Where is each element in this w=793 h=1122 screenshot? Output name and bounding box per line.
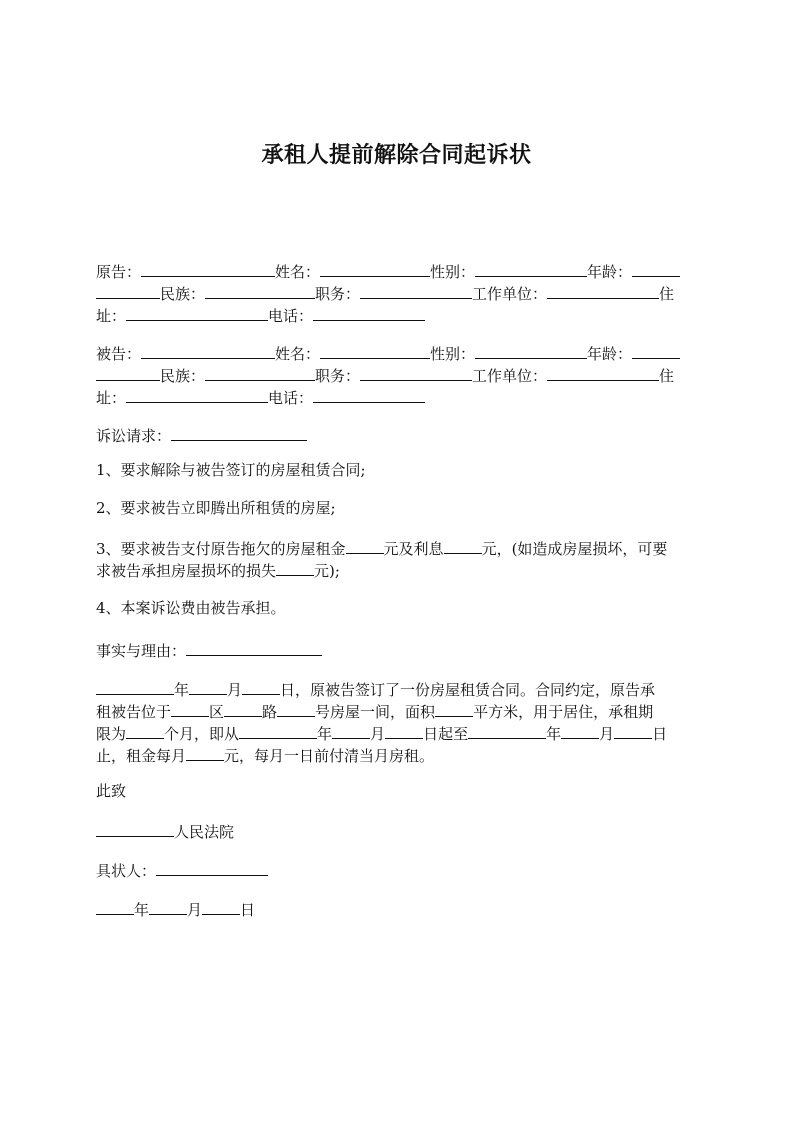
claim-item-3-text-c: 元，(如造成房屋损坏，可要 (481, 540, 668, 558)
signer-blank[interactable] (156, 859, 268, 876)
court-line (96, 820, 704, 842)
end-month-blank[interactable] (561, 722, 599, 739)
plaintiff-phone-blank[interactable] (313, 304, 425, 321)
claim-item-4 (96, 597, 704, 619)
interest-amount-blank[interactable] (444, 537, 482, 554)
defendant-workplace-label: 工作单位： (472, 367, 548, 385)
sign-year-blank[interactable] (96, 898, 134, 915)
facts-line-3-text-b: 个月，即从 (164, 725, 240, 743)
facts-start-month-text: 月 (370, 725, 386, 743)
court-name-blank[interactable] (96, 820, 174, 837)
plaintiff-position-label: 职务： (315, 285, 361, 303)
monthly-rent-blank[interactable] (186, 744, 224, 761)
claim-item-2 (96, 497, 704, 519)
claims-heading: 诉讼请求： (96, 427, 172, 445)
claim-item-4-text: 4、本案诉讼费由被告承担。 (96, 599, 286, 617)
plaintiff-name-label: 姓名： (275, 263, 321, 281)
contract-month-blank[interactable] (189, 678, 227, 695)
claim-item-3-text-e: 元); (314, 562, 340, 580)
plaintiff-address-label-1: 住 (659, 285, 675, 303)
facts-road-text: 路 (262, 703, 278, 721)
claim-item-3-text-a: 3、要求被告支付原告拖欠的房屋租金 (96, 540, 346, 558)
facts-start-year-text: 年 (317, 725, 333, 743)
claim-item-2-text: 2、要求被告立即腾出所租赁的房屋; (96, 499, 336, 517)
plaintiff-blank[interactable] (141, 260, 275, 277)
defendant-age-blank[interactable] (632, 342, 680, 359)
plaintiff-phone-label: 电话： (268, 307, 314, 325)
claim-item-3-line-1 (96, 537, 704, 559)
plaintiff-label: 原告： (96, 263, 142, 281)
signer-label: 具状人： (96, 862, 157, 880)
sign-year-text: 年 (134, 901, 150, 919)
road-blank[interactable] (224, 700, 262, 717)
defendant-ethnicity-label: 民族： (160, 367, 206, 385)
plaintiff-position-blank[interactable] (360, 282, 472, 299)
facts-heading: 事实与理由： (96, 642, 187, 660)
defendant-workplace-blank[interactable] (547, 364, 659, 381)
defendant-gender-label: 性别： (430, 345, 476, 363)
facts-line-3-text-a: 限为 (96, 725, 127, 743)
district-blank[interactable] (171, 700, 209, 717)
plaintiff-workplace-blank[interactable] (547, 282, 659, 299)
plaintiff-age-label: 年龄： (587, 263, 633, 281)
plaintiff-address-blank[interactable] (126, 304, 268, 321)
start-year-blank[interactable] (239, 722, 317, 739)
facts-district-text: 区 (209, 703, 225, 721)
claims-heading-blank[interactable] (171, 424, 307, 441)
plaintiff-line-1 (96, 260, 704, 282)
plaintiff-line-3 (96, 304, 704, 326)
defendant-name-label: 姓名： (275, 345, 321, 363)
area-blank[interactable] (435, 700, 473, 717)
claim-item-3 (96, 537, 704, 581)
house-number-blank[interactable] (277, 700, 315, 717)
defendant-position-label: 职务： (315, 367, 361, 385)
start-day-blank[interactable] (385, 722, 423, 739)
damage-amount-blank[interactable] (276, 559, 314, 576)
plaintiff-ethnicity-label: 民族： (160, 285, 206, 303)
facts-line-4-text-b: 元，每月一日前付清当月房租。 (224, 747, 435, 765)
closing-greeting-line (96, 780, 704, 802)
facts-end-year-text: 年 (546, 725, 562, 743)
start-month-blank[interactable] (332, 722, 370, 739)
defendant-blank[interactable] (141, 342, 275, 359)
facts-paragraph (96, 678, 704, 766)
defendant-ethnicity-blank[interactable] (205, 364, 315, 381)
claim-item-3-text-b: 元及利息 (383, 540, 444, 558)
defendant-section (96, 342, 704, 408)
defendant-line-1 (96, 342, 704, 364)
facts-line-4 (96, 744, 704, 766)
defendant-address-label-2: 址： (96, 389, 127, 407)
sign-month-text: 月 (187, 901, 203, 919)
end-year-blank[interactable] (468, 722, 546, 739)
plaintiff-age-blank-cont[interactable] (96, 282, 160, 299)
defendant-gender-blank[interactable] (475, 342, 587, 359)
facts-line-2-text-b: 号房屋一间，面积 (315, 703, 436, 721)
facts-line-3 (96, 722, 704, 744)
facts-line-1-text: 日，原被告签订了一份房屋租赁合同。合同约定，原告承 (280, 681, 656, 699)
defendant-position-blank[interactable] (360, 364, 472, 381)
plaintiff-gender-blank[interactable] (475, 260, 587, 277)
facts-month-text: 月 (227, 681, 243, 699)
plaintiff-name-blank[interactable] (320, 260, 430, 277)
document-title: 承租人提前解除合同起诉状 (261, 143, 532, 168)
facts-from-text: 日起至 (423, 725, 469, 743)
claim-item-1 (96, 459, 704, 481)
plaintiff-workplace-label: 工作单位： (472, 285, 548, 303)
defendant-line-2 (96, 364, 704, 386)
claims-heading-line (96, 424, 704, 446)
facts-year-text: 年 (174, 681, 190, 699)
facts-line-2-text-a: 租被告位于 (96, 703, 172, 721)
claim-item-3-line-2 (96, 559, 704, 581)
defendant-phone-blank[interactable] (313, 386, 425, 403)
plaintiff-line-2 (96, 282, 704, 304)
sign-day-text: 日 (240, 901, 256, 919)
contract-year-blank[interactable] (96, 678, 174, 695)
signer-line (96, 859, 704, 881)
plaintiff-age-blank[interactable] (632, 260, 680, 277)
lease-months-blank[interactable] (126, 722, 164, 739)
defendant-name-blank[interactable] (320, 342, 430, 359)
end-day-blank[interactable] (614, 722, 652, 739)
defendant-phone-label: 电话： (268, 389, 314, 407)
facts-end-day-text: 日 (652, 725, 668, 743)
facts-line-2 (96, 700, 704, 722)
facts-end-month-text: 月 (599, 725, 615, 743)
claim-item-1-text: 1、要求解除与被告签订的房屋租赁合同; (96, 461, 366, 479)
defendant-line-3 (96, 386, 704, 408)
plaintiff-gender-label: 性别： (430, 263, 476, 281)
facts-line-2-text-c: 平方米，用于居住，承租期 (473, 703, 654, 721)
defendant-age-label: 年龄： (587, 345, 633, 363)
closing-greeting: 此致 (96, 782, 127, 800)
plaintiff-address-label-2: 址： (96, 307, 127, 325)
date-line (96, 898, 704, 920)
sign-day-blank[interactable] (202, 898, 240, 915)
defendant-address-label-1: 住 (659, 367, 675, 385)
defendant-age-blank-cont[interactable] (96, 364, 160, 381)
contract-day-blank[interactable] (242, 678, 280, 695)
rent-amount-blank[interactable] (346, 537, 384, 554)
facts-line-1 (96, 678, 704, 700)
facts-heading-line (96, 639, 704, 661)
sign-month-blank[interactable] (149, 898, 187, 915)
court-label: 人民法院 (174, 823, 235, 841)
facts-line-4-text-a: 止，租金每月 (96, 747, 187, 765)
defendant-address-blank[interactable] (126, 386, 268, 403)
plaintiff-ethnicity-blank[interactable] (205, 282, 315, 299)
defendant-label: 被告： (96, 345, 142, 363)
claim-item-3-text-d: 求被告承担房屋损坏的损失 (96, 562, 277, 580)
plaintiff-section (96, 260, 704, 326)
facts-heading-blank[interactable] (186, 639, 322, 656)
